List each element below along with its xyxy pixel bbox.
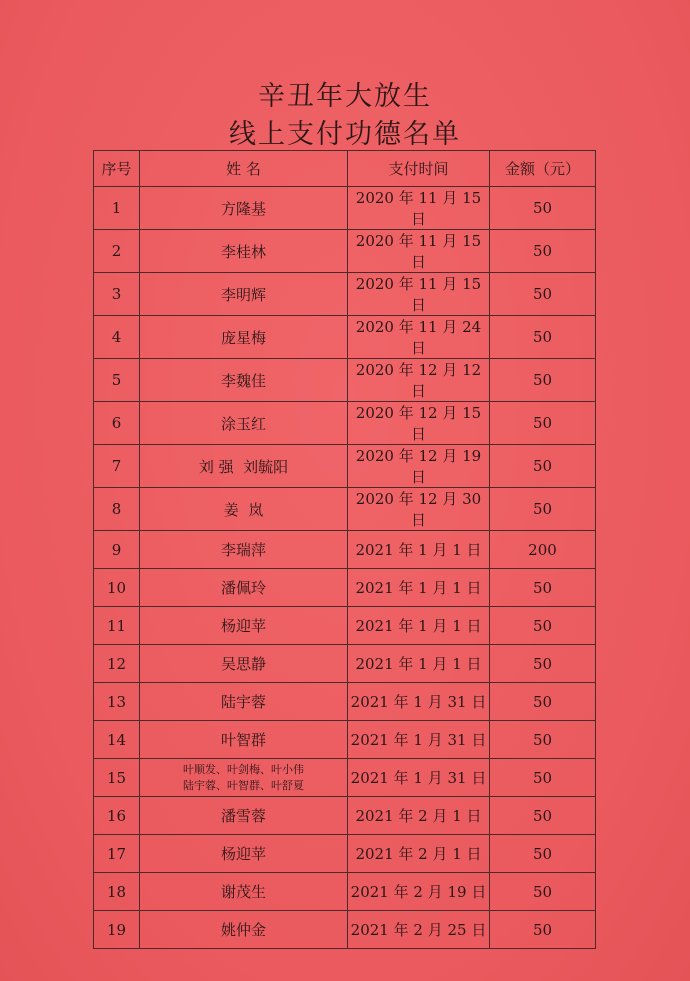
row-amount: 50 xyxy=(490,402,596,445)
table-row xyxy=(94,911,596,949)
row-name: 刘 强 刘毓阳 xyxy=(140,445,348,488)
row-payment-date: 2020 年 11 月 24 日 xyxy=(348,316,490,359)
row-name: 姜 岚 xyxy=(140,488,348,531)
row-payment-date: 2020 年 12 月 12 日 xyxy=(348,359,490,402)
row-serial-number: 5 xyxy=(94,359,140,402)
row-serial-number: 13 xyxy=(94,683,140,721)
row-serial-number: 12 xyxy=(94,645,140,683)
header-serial-number: 序号 xyxy=(94,151,140,187)
row-payment-date: 2021 年 1 月 1 日 xyxy=(348,531,490,569)
row-name: 杨迎苹 xyxy=(140,835,348,873)
table-row xyxy=(94,759,596,797)
row-amount: 50 xyxy=(490,797,596,835)
row-amount: 50 xyxy=(490,911,596,949)
row-amount: 50 xyxy=(490,445,596,488)
table-row xyxy=(94,531,596,569)
row-name: 方隆基 xyxy=(140,187,348,230)
row-name: 庞星梅 xyxy=(140,316,348,359)
table-row xyxy=(94,569,596,607)
row-amount: 50 xyxy=(490,759,596,797)
table-row xyxy=(94,402,596,445)
row-amount: 50 xyxy=(490,488,596,531)
row-payment-date: 2021 年 1 月 31 日 xyxy=(348,721,490,759)
table-row xyxy=(94,316,596,359)
header-name: 姓 名 xyxy=(140,151,348,187)
row-amount: 50 xyxy=(490,683,596,721)
row-payment-date: 2021 年 1 月 1 日 xyxy=(348,645,490,683)
row-name: 杨迎苹 xyxy=(140,607,348,645)
row-serial-number: 15 xyxy=(94,759,140,797)
row-payment-date: 2021 年 1 月 31 日 xyxy=(348,759,490,797)
row-amount: 50 xyxy=(490,569,596,607)
row-name: 陆宇蓉 xyxy=(140,683,348,721)
table-row xyxy=(94,835,596,873)
row-payment-date: 2020 年 12 月 30 日 xyxy=(348,488,490,531)
row-amount: 200 xyxy=(490,531,596,569)
row-amount: 50 xyxy=(490,645,596,683)
row-serial-number: 2 xyxy=(94,230,140,273)
row-name: 李明辉 xyxy=(140,273,348,316)
row-name: 李瑞萍 xyxy=(140,531,348,569)
row-name: 李桂林 xyxy=(140,230,348,273)
row-payment-date: 2020 年 12 月 19 日 xyxy=(348,445,490,488)
table-row xyxy=(94,607,596,645)
table-row xyxy=(94,645,596,683)
row-name: 谢茂生 xyxy=(140,873,348,911)
row-payment-date: 2021 年 2 月 1 日 xyxy=(348,797,490,835)
row-serial-number: 11 xyxy=(94,607,140,645)
merit-list-table xyxy=(93,150,596,949)
table-row xyxy=(94,359,596,402)
row-payment-date: 2021 年 1 月 1 日 xyxy=(348,607,490,645)
row-serial-number: 8 xyxy=(94,488,140,531)
table-row xyxy=(94,873,596,911)
row-payment-date: 2021 年 2 月 1 日 xyxy=(348,835,490,873)
row-amount: 50 xyxy=(490,187,596,230)
row-payment-date: 2021 年 1 月 1 日 xyxy=(348,569,490,607)
row-serial-number: 3 xyxy=(94,273,140,316)
row-name: 涂玉红 xyxy=(140,402,348,445)
row-amount: 50 xyxy=(490,273,596,316)
row-payment-date: 2020 年 11 月 15 日 xyxy=(348,230,490,273)
row-serial-number: 10 xyxy=(94,569,140,607)
row-serial-number: 18 xyxy=(94,873,140,911)
row-name: 潘佩玲 xyxy=(140,569,348,607)
row-amount: 50 xyxy=(490,873,596,911)
row-amount: 50 xyxy=(490,230,596,273)
row-amount: 50 xyxy=(490,316,596,359)
row-serial-number: 4 xyxy=(94,316,140,359)
table-row xyxy=(94,683,596,721)
row-name: 吴思静 xyxy=(140,645,348,683)
document-subtitle: 线上支付功德名单 xyxy=(229,119,461,150)
row-name: 潘雪蓉 xyxy=(140,797,348,835)
row-serial-number: 19 xyxy=(94,911,140,949)
header-amount: 金额（元） xyxy=(490,151,596,187)
row-payment-date: 2021 年 2 月 19 日 xyxy=(348,873,490,911)
table-row xyxy=(94,721,596,759)
row-amount: 50 xyxy=(490,721,596,759)
row-name: 李魏佳 xyxy=(140,359,348,402)
row-serial-number: 1 xyxy=(94,187,140,230)
row-payment-date: 2020 年 11 月 15 日 xyxy=(348,273,490,316)
row-payment-date: 2020 年 12 月 15 日 xyxy=(348,402,490,445)
row-serial-number: 6 xyxy=(94,402,140,445)
row-serial-number: 7 xyxy=(94,445,140,488)
row-serial-number: 17 xyxy=(94,835,140,873)
row-name: 姚仲金 xyxy=(140,911,348,949)
row-serial-number: 16 xyxy=(94,797,140,835)
table-header-row xyxy=(94,151,596,187)
row-name-line: 陆宇蓉、叶智群、叶舒夏 xyxy=(183,778,304,792)
table-row xyxy=(94,273,596,316)
table-row xyxy=(94,797,596,835)
row-payment-date: 2021 年 1 月 31 日 xyxy=(348,683,490,721)
table-row xyxy=(94,230,596,273)
row-amount: 50 xyxy=(490,835,596,873)
table-row xyxy=(94,187,596,230)
row-serial-number: 14 xyxy=(94,721,140,759)
row-name-line: 叶顺发、叶剑梅、叶小伟 xyxy=(183,762,304,776)
row-serial-number: 9 xyxy=(94,531,140,569)
table-row xyxy=(94,445,596,488)
row-payment-date: 2021 年 2 月 25 日 xyxy=(348,911,490,949)
table-row xyxy=(94,488,596,531)
row-name-multiple xyxy=(140,759,348,797)
document-title: 辛丑年大放生 xyxy=(258,81,432,112)
row-name: 叶智群 xyxy=(140,721,348,759)
row-payment-date: 2020 年 11 月 15 日 xyxy=(348,187,490,230)
header-payment-date: 支付时间 xyxy=(348,151,490,187)
row-amount: 50 xyxy=(490,359,596,402)
row-amount: 50 xyxy=(490,607,596,645)
